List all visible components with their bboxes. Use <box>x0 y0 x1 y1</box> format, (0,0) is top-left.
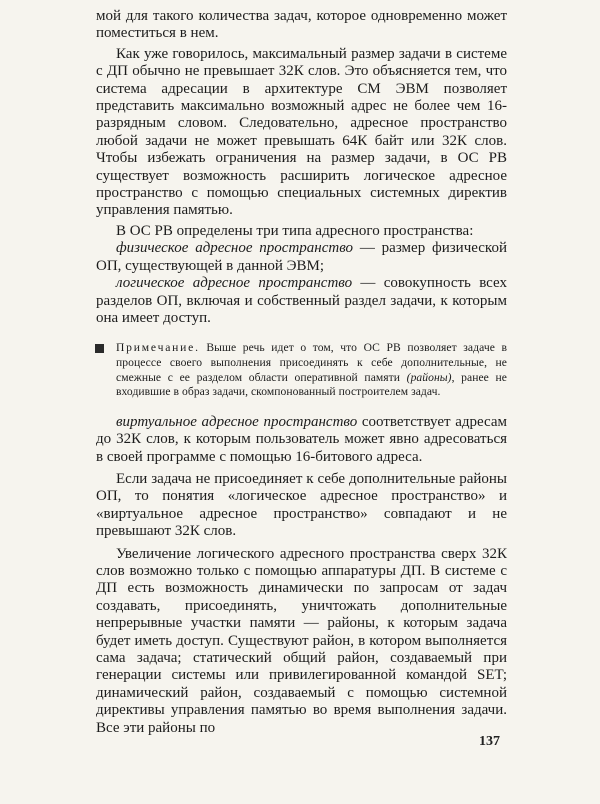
note-block <box>96 341 507 399</box>
paragraph-address-space-types: В ОС РВ определены три типа адресного пространства: <box>116 222 474 239</box>
note-text-a: Выше речь идет о том, что ОС РВ позволяет задаче в процессе своего выполнения присоединять к себе дополнительные, не смежные с ее разделом области оперативной памяти <box>116 341 507 384</box>
paragraph-max-task-size: Как уже говорилось, максимальный размер задачи в системе с ДП обычно не превышает 32К слов. Это объясняется тем, что система адресации в архитектуре СМ ЭВМ позволяет представить максимально возможный адрес не более чем 16-разрядным словом. Следовательно, адресное пространство любой задачи не может превышать 64К байт или 32К слов. Чтобы избежать ограничения на размер задачи, в ОС РВ существует возможность расширить логическое адресное пространство с помощью специальных системных директив управления памятью. <box>96 45 507 219</box>
definition-logical-text: — совокупность всех разделов ОП, включая и собственный раздел задачи, к которым она имеет доступ. <box>96 275 507 326</box>
definition-logical <box>96 275 507 327</box>
term-logical: логическое адресное пространство <box>116 275 353 292</box>
page-number: 137 <box>479 734 500 749</box>
definition-virtual-text: соответствует адресам до 32К слов, к которым пользователь может явно адресоваться в своей программе с помощью 16-битового адреса. <box>96 413 508 465</box>
definition-virtual <box>96 414 507 466</box>
term-physical: физическое адресное пространство <box>116 240 354 257</box>
term-virtual: виртуальное адресное пространство <box>116 413 358 430</box>
note-italic: (районы) <box>406 370 452 384</box>
definition-physical-text: — размер физической ОП, существующей в данной ЭВМ; <box>96 240 507 274</box>
note-bullet-icon <box>95 344 104 353</box>
note-heading: Примечание. <box>116 341 200 355</box>
note-text-b: , ранее не входившие в образ задачи, скомпонованный построителем задач. <box>116 370 507 399</box>
definition-physical <box>96 240 507 275</box>
page-text <box>96 8 507 737</box>
paragraph-dp-expansion: Увеличение логического адресного пространства сверх 32К слов возможно только с помощью аппаратуры ДП. В системе с ДП есть возможность динамически по запросам от задач создавать, присоединять, уничтожать дополнительные непрерывные участки памяти — районы, к которым задача будет иметь доступ. Существуют район, в котором выполняется сама задача; статический общий район, создаваемый при генерации системы или привилегированной командой SET; динамический район, создаваемый с помощью системной директивы управления памятью во время выполнения задачи. Все эти районы по <box>96 545 507 736</box>
paragraph-no-extra-regions: Если задача не присоединяет к себе дополнительные районы ОП, то понятия «логическое адресное пространство» и «виртуальное адресное пространство» совпадают и не превышают 32К слов. <box>96 470 507 540</box>
continued-paragraph: мой для такого количества задач, которое одновременно может поместиться в нем. <box>96 8 507 42</box>
